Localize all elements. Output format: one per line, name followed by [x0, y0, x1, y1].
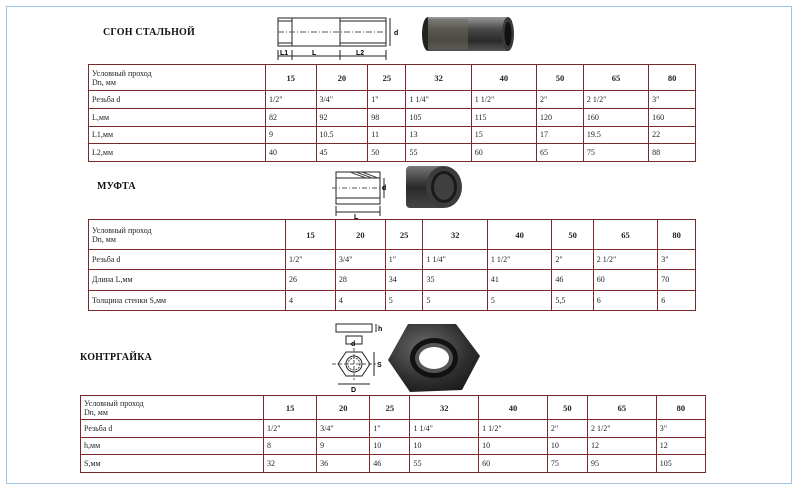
table-row — [89, 250, 696, 270]
table-cell: 40 — [266, 144, 317, 162]
table-cell: 75 — [547, 455, 587, 473]
column-header: 65 — [593, 220, 657, 250]
table-cell: 60 — [471, 144, 536, 162]
column-header: 32 — [423, 220, 487, 250]
table-cell: 35 — [423, 270, 487, 290]
row-label: Резьба d — [81, 420, 264, 438]
table-cell: 12 — [656, 437, 705, 455]
table-cell: 8 — [264, 437, 317, 455]
section-title-kontrgaika: КОНТРГАЙКА — [80, 352, 153, 363]
column-header: 15 — [264, 396, 317, 420]
table-cell: 1 1/2" — [471, 91, 536, 109]
table-cell: 22 — [649, 126, 696, 144]
table-cell: 34 — [385, 270, 423, 290]
row-label: S,мм — [81, 455, 264, 473]
table-cell: 160 — [583, 108, 648, 126]
table-cell: 75 — [583, 144, 648, 162]
header-label-line1: Условный проход — [92, 68, 152, 78]
header-label-line2: Dn, мм — [92, 234, 116, 244]
row-label: Резьба d — [89, 91, 266, 109]
column-header: 80 — [656, 396, 705, 420]
header-label-cell — [89, 65, 266, 91]
table-cell: 12 — [588, 437, 657, 455]
column-header: 15 — [286, 220, 336, 250]
table-cell: 3" — [656, 420, 705, 438]
table-cell: 5 — [385, 290, 423, 310]
table-cell: 70 — [658, 270, 696, 290]
column-header: 32 — [410, 396, 479, 420]
table-cell: 88 — [649, 144, 696, 162]
mufta-label-l: L — [354, 214, 359, 221]
table-cell: 5,5 — [552, 290, 593, 310]
kontrgaika-label-d: d — [351, 341, 356, 348]
table-cell: 1" — [385, 250, 423, 270]
table-cell: 160 — [649, 108, 696, 126]
row-label: Резьба d — [89, 250, 286, 270]
table-cell: 5 — [423, 290, 487, 310]
table-cell: 3/4" — [317, 420, 370, 438]
row-label: L2,мм — [89, 144, 266, 162]
mufta-drawing — [330, 166, 390, 220]
sgon-table — [88, 64, 696, 162]
sgon-label-l1: L1 — [280, 50, 289, 57]
table-cell: 6 — [658, 290, 696, 310]
table-cell: 3" — [658, 250, 696, 270]
header-label-line1: Условный проход — [84, 398, 144, 408]
mufta-photo — [400, 162, 466, 212]
header-label-line1: Условный проход — [92, 225, 152, 235]
table-cell: 10.5 — [316, 126, 368, 144]
table-cell: 4 — [286, 290, 336, 310]
column-header: 40 — [471, 65, 536, 91]
column-header: 20 — [317, 396, 370, 420]
table-cell: 3/4" — [316, 91, 368, 109]
sgon-label-d: d — [394, 30, 399, 37]
column-header: 15 — [266, 65, 317, 91]
row-label: Толщина стенки S,мм — [89, 290, 286, 310]
table-cell: 10 — [370, 437, 410, 455]
column-header: 80 — [649, 65, 696, 91]
table-row — [81, 437, 706, 455]
table-row — [89, 290, 696, 310]
kontrgaika-drawing — [322, 318, 386, 394]
table-cell: 1" — [370, 420, 410, 438]
column-header: 80 — [658, 220, 696, 250]
table-cell: 2" — [537, 91, 584, 109]
table-cell: 6 — [593, 290, 657, 310]
column-header: 32 — [406, 65, 471, 91]
column-header: 25 — [370, 396, 410, 420]
column-header: 50 — [552, 220, 593, 250]
table-row — [89, 126, 696, 144]
column-header: 50 — [547, 396, 587, 420]
table-cell: 11 — [368, 126, 406, 144]
sgon-label-l2: L2 — [356, 50, 365, 57]
section-title-sgon: СГОН СТАЛЬНОЙ — [103, 27, 196, 38]
table-cell: 46 — [552, 270, 593, 290]
table-row — [89, 108, 696, 126]
column-header: 25 — [385, 220, 423, 250]
table-cell: 10 — [547, 437, 587, 455]
table-cell: 17 — [537, 126, 584, 144]
table-cell: 82 — [266, 108, 317, 126]
table-cell: 28 — [335, 270, 385, 290]
table-row — [81, 420, 706, 438]
table-cell: 9 — [266, 126, 317, 144]
table-cell: 98 — [368, 108, 406, 126]
column-header: 65 — [583, 65, 648, 91]
table-cell: 1 1/4" — [406, 91, 471, 109]
table-cell: 5 — [487, 290, 551, 310]
table-row — [89, 144, 696, 162]
table-cell: 55 — [410, 455, 479, 473]
column-header: 65 — [588, 396, 657, 420]
kontrgaika-label-h: h — [378, 326, 383, 333]
table-cell: 1/2" — [286, 250, 336, 270]
table-cell: 60 — [593, 270, 657, 290]
table-cell: 10 — [479, 437, 548, 455]
column-header: 20 — [335, 220, 385, 250]
column-header: 20 — [316, 65, 368, 91]
table-cell: 2 1/2" — [593, 250, 657, 270]
table-row — [81, 455, 706, 473]
header-label-line2: Dn, мм — [84, 407, 108, 417]
table-cell: 2" — [552, 250, 593, 270]
kontrgaika-label-s: S — [377, 362, 382, 369]
table-row — [89, 91, 696, 109]
table-cell: 41 — [487, 270, 551, 290]
sgon-label-l: L — [312, 50, 317, 57]
table-cell: 15 — [471, 126, 536, 144]
table-cell: 92 — [316, 108, 368, 126]
table-cell: 45 — [316, 144, 368, 162]
kontrgaika-table — [80, 395, 706, 473]
table-cell: 32 — [264, 455, 317, 473]
mufta-table — [88, 219, 696, 311]
table-cell: 2 1/2" — [583, 91, 648, 109]
table-cell: 105 — [406, 108, 471, 126]
table-row — [89, 270, 696, 290]
table-cell: 55 — [406, 144, 471, 162]
header-label-cell — [81, 396, 264, 420]
table-cell: 60 — [479, 455, 548, 473]
header-label-line2: Dn, мм — [92, 77, 116, 87]
column-header: 40 — [487, 220, 551, 250]
table-cell: 13 — [406, 126, 471, 144]
column-header: 25 — [368, 65, 406, 91]
table-cell: 95 — [588, 455, 657, 473]
sgon-drawing — [270, 12, 410, 62]
table-cell: 115 — [471, 108, 536, 126]
table-cell: 120 — [537, 108, 584, 126]
table-cell: 2" — [547, 420, 587, 438]
table-cell: 26 — [286, 270, 336, 290]
column-header: 50 — [537, 65, 584, 91]
table-cell: 19.5 — [583, 126, 648, 144]
table-cell: 3/4" — [335, 250, 385, 270]
table-cell: 2 1/2" — [588, 420, 657, 438]
row-label: L1,мм — [89, 126, 266, 144]
table-cell: 9 — [317, 437, 370, 455]
section-title-mufta: МУФТА — [97, 181, 136, 192]
row-label: Длина L,мм — [89, 270, 286, 290]
mufta-label-d: d — [382, 185, 387, 192]
header-label-cell — [89, 220, 286, 250]
table-cell: 50 — [368, 144, 406, 162]
table-cell: 1 1/4" — [423, 250, 487, 270]
table-cell: 4 — [335, 290, 385, 310]
table-cell: 3" — [649, 91, 696, 109]
table-cell: 105 — [656, 455, 705, 473]
table-cell: 1/2" — [266, 91, 317, 109]
kontrgaika-label-dd: D — [351, 387, 357, 394]
table-cell: 46 — [370, 455, 410, 473]
table-cell: 10 — [410, 437, 479, 455]
table-cell: 1 1/4" — [410, 420, 479, 438]
sgon-photo — [420, 14, 520, 56]
column-header: 40 — [479, 396, 548, 420]
table-cell: 1" — [368, 91, 406, 109]
table-cell: 1/2" — [264, 420, 317, 438]
row-label: L,мм — [89, 108, 266, 126]
table-cell: 36 — [317, 455, 370, 473]
table-cell: 65 — [537, 144, 584, 162]
table-cell: 1 1/2" — [487, 250, 551, 270]
kontrgaika-photo — [384, 320, 484, 394]
table-cell: 1 1/2" — [479, 420, 548, 438]
row-label: h,мм — [81, 437, 264, 455]
